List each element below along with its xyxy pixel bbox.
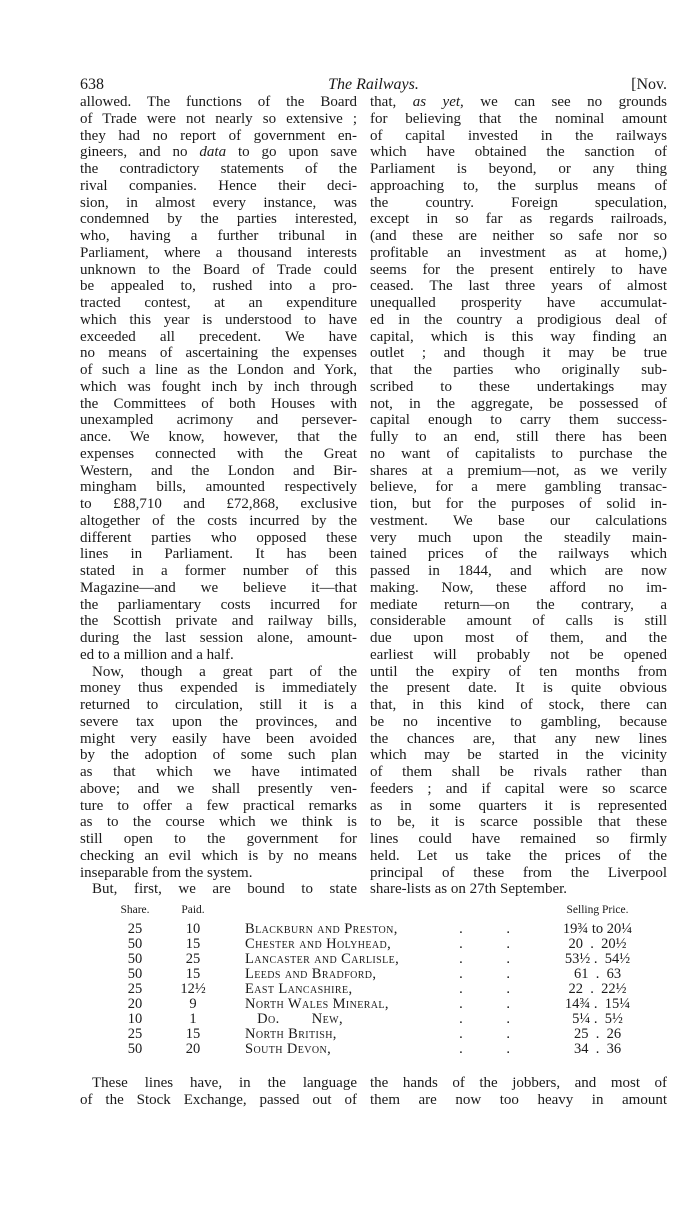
text-line: mediate return—on the contrary, a — [370, 596, 667, 613]
railway-name-cell: East Lancashire, — [245, 981, 353, 997]
text-line: until the expiry of ten months from — [370, 663, 667, 680]
text-line — [80, 144, 357, 161]
text-line: which this year is understood to have — [80, 311, 357, 328]
text-line: exceeded all precedent. We have — [80, 328, 357, 345]
text-line: Western, and the London and Bir- — [80, 462, 357, 479]
text-line: to be, it is scarce possible that these — [370, 814, 667, 831]
text-line: be no incentive to gambling, because — [370, 713, 667, 730]
text-line: for believing that the nominal amount — [370, 110, 667, 127]
railway-name-cell: North British, — [245, 1026, 337, 1042]
dot-leader: . . — [459, 1026, 530, 1042]
text-line: that the parties who originally sub- — [370, 362, 667, 378]
text-line: shares at a premium—not, as we verily — [370, 462, 667, 479]
text-line: unknown to the Board of Trade could — [80, 261, 357, 278]
text-line: feeders ; and if capital were so scarce — [370, 780, 667, 797]
header-selling-price: Selling Price. — [566, 904, 629, 916]
text-line: unexampled acrimony and persever- — [80, 412, 357, 429]
paid-cell: 10 — [185, 921, 201, 937]
text-line: tained prices of the railways which — [370, 546, 667, 563]
selling-price-cell: 53½ . 54½ — [564, 951, 631, 967]
text-line: of capital invested in the railways — [370, 127, 667, 144]
text-line: Magazine—and we believe it—that — [80, 579, 357, 596]
paid-cell: 12½ — [180, 981, 206, 997]
text-line: very much upon the steadily main- — [370, 529, 667, 546]
text-line: except in so far as regards railroads, — [370, 211, 667, 228]
text-line: still open to the government for — [80, 831, 357, 847]
paid-cell: 20 — [185, 1041, 201, 1057]
text-line: profitable an investment as at home,) — [370, 244, 667, 261]
italic-text: as yet — [412, 94, 461, 110]
selling-price-cell: 22 . 22½ — [568, 981, 627, 997]
selling-price-cell: 25 . 26 — [573, 1026, 622, 1042]
railway-name-cell: Leeds and Bradford, — [245, 966, 377, 982]
text-line — [370, 94, 667, 111]
railway-name-cell: Lancaster and Carlisle, — [245, 951, 400, 967]
share-cell: 25 — [127, 921, 143, 937]
text-line: returned to circulation, still it is a — [80, 697, 357, 713]
running-header — [80, 76, 667, 96]
text-line: capital, which is this way finding an — [370, 328, 667, 345]
text-line: tracted contest, at an expenditure — [80, 295, 357, 311]
text-line: ture to offer a few practical remarks — [80, 797, 357, 814]
text-line: earliest will probably not be opened — [370, 646, 667, 663]
text-line: altogether of the costs incurred by the — [80, 512, 357, 529]
text-line: sion, in almost every instance, was — [80, 194, 357, 211]
text-line: be appealed to, rushed into a pro- — [80, 278, 357, 295]
dot-leader: . . — [459, 936, 530, 952]
table-row — [80, 1042, 670, 1057]
text-line: as in some quarters it is represented — [370, 797, 667, 814]
text-line: principal of these from the Liverpool — [370, 864, 667, 881]
text-line: unequalled prosperity have accumulat- — [370, 295, 667, 311]
text-line: capital enough to carry them success- — [370, 412, 667, 429]
text-line: to £88,710 and £72,868, exclusive — [80, 496, 357, 512]
text-line: the chances are, that any new lines — [370, 730, 667, 747]
text-segment: that, — [370, 94, 413, 110]
text-segment: , we can see no grounds — [460, 94, 667, 110]
text-line: might very easily have been avoided — [80, 730, 357, 747]
text-line: of them shall be rivals rather than — [370, 764, 667, 780]
share-cell: 50 — [127, 951, 143, 967]
dot-leader: . . — [459, 1041, 530, 1057]
text-line: allowed. The functions of the Board — [80, 94, 357, 110]
table-row — [80, 922, 670, 937]
share-price-table — [80, 904, 670, 1057]
text-line: Parliament, where a thousand interests — [80, 244, 357, 261]
text-line: of the Stock Exchange, passed out of — [80, 1091, 357, 1108]
text-line: (and these are neither so safe nor so — [370, 228, 667, 244]
issue-month: [Nov. — [631, 76, 667, 93]
dot-leader: . . — [459, 1011, 530, 1027]
text-line: the contradictory statements of the — [80, 161, 357, 177]
text-line: inseparable from the system. — [80, 864, 253, 881]
dot-leader: . . — [459, 966, 530, 982]
text-line: mingham bills, amounted respectively — [80, 479, 357, 496]
text-line: which may be started in the vicinity — [370, 747, 667, 764]
text-line: Parliament is beyond, or any thing — [370, 161, 667, 177]
share-cell: 50 — [127, 1041, 143, 1057]
text-line: who, having a further tribunal in — [80, 228, 357, 244]
dot-leader: . . — [459, 951, 530, 967]
paid-cell: 15 — [185, 1026, 201, 1042]
text-line: the hands of the jobbers, and most of — [370, 1075, 667, 1091]
header-paid: Paid. — [181, 904, 205, 916]
text-line: considerable amount of calls is still — [370, 613, 667, 630]
text-line: passed in 1844, and which are now — [370, 563, 667, 579]
text-line: fully to an end, still there has been — [370, 429, 667, 445]
railway-name-cell: South Devon, — [245, 1041, 332, 1057]
text-line: lines in Parliament. It has been — [80, 546, 357, 563]
text-line: These lines have, in the language — [92, 1075, 357, 1091]
selling-price-cell: 14¾ . 15¼ — [564, 996, 631, 1012]
text-line: vestment. We base our calculations — [370, 512, 667, 529]
text-line: ed to a million and a half. — [80, 646, 234, 663]
text-line: no want of capitalists to purchase the — [370, 445, 667, 462]
selling-price-cell: 5¼ . 5½ — [572, 1011, 623, 1027]
table-row — [80, 997, 670, 1012]
text-line: the Committees of both Houses with — [80, 395, 357, 412]
text-line: above; and we shall presently ven- — [80, 780, 357, 797]
text-line: not, in the aggregate, be possessed of — [370, 395, 667, 412]
table-row — [80, 1027, 670, 1042]
paid-cell: 1 — [189, 1011, 197, 1027]
text-line: by the adoption of some such plan — [80, 747, 357, 764]
share-cell: 20 — [127, 996, 143, 1012]
railway-name-cell: Do. New, — [245, 1011, 344, 1027]
text-line: due upon most of them, and the — [370, 630, 667, 646]
text-line: But, first, we are bound to state — [92, 881, 357, 898]
railway-name-cell: Chester and Holyhead, — [245, 936, 392, 952]
text-line: stated in a former number of this — [80, 563, 357, 579]
dot-leader: . . — [459, 996, 530, 1012]
text-line: scribed to these undertakings may — [370, 378, 667, 395]
table-row — [80, 967, 670, 982]
dot-leader: . . — [459, 921, 530, 937]
table-row — [80, 937, 670, 952]
text-segment: to go upon save — [226, 144, 357, 161]
text-segment: gineers, and no — [80, 144, 200, 161]
text-line: the parliamentary costs incurred for — [80, 596, 357, 613]
paid-cell: 25 — [185, 951, 201, 967]
table-header — [80, 904, 670, 922]
header-share: Share. — [120, 904, 150, 916]
share-cell: 50 — [127, 936, 143, 952]
text-line: tion, but for the purposes of solid in- — [370, 496, 667, 512]
text-line: approaching to, the surplus means of — [370, 177, 667, 194]
text-line: they had no report of government en- — [80, 127, 357, 144]
paid-cell: 15 — [185, 936, 201, 952]
text-line: seems for the present entirely to have — [370, 261, 667, 278]
text-line: checking an evil which is by no means — [80, 847, 357, 864]
share-cell: 25 — [127, 1026, 143, 1042]
text-line: ed in the country a prodigious deal of — [370, 311, 667, 328]
text-line: share-lists as on 27th September. — [370, 881, 568, 898]
text-line: lines could have remained so firmly — [370, 831, 667, 847]
paid-cell: 9 — [189, 996, 197, 1012]
text-line: them are now too heavy in amount — [370, 1091, 667, 1108]
left-text-column — [80, 94, 357, 898]
page-number: 638 — [80, 76, 104, 93]
text-line: during the last session alone, amount- — [80, 630, 357, 646]
selling-price-cell: 19¾ to 20¼ — [562, 921, 633, 937]
text-line: money thus expended is immediately — [80, 680, 357, 697]
text-line: of such a line as the London and York, — [80, 362, 357, 378]
text-line: the Scottish private and railway bills, — [80, 613, 357, 630]
text-line: ceased. The last three years of almost — [370, 278, 667, 295]
table-row — [80, 982, 670, 997]
text-line: as that which we have intimated — [80, 764, 357, 780]
running-title: The Railways. — [328, 76, 419, 93]
text-line: which have obtained the sanction of — [370, 144, 667, 161]
share-cell: 50 — [127, 966, 143, 982]
text-line: Now, though a great part of the — [92, 663, 357, 680]
selling-price-cell: 61 . 63 — [573, 966, 622, 982]
text-line: which was fought inch by inch through — [80, 378, 357, 395]
dot-leader: . . — [459, 981, 530, 997]
text-line: the country. Foreign speculation, — [370, 194, 667, 211]
text-line: that, in this kind of stock, there can — [370, 697, 667, 713]
italic-text: data — [199, 144, 227, 161]
text-line: of Trade were not nearly so extensive ; — [80, 110, 357, 127]
text-line: making. Now, these afford no im- — [370, 579, 667, 596]
railway-name-cell: Blackburn and Preston, — [245, 921, 398, 937]
text-line: rival companies. Hence their deci- — [80, 177, 357, 194]
text-line: severe tax upon the provinces, and — [80, 713, 357, 730]
text-line: expenses connected with the Great — [80, 445, 357, 462]
table-row — [80, 952, 670, 967]
text-line: the present date. It is quite obvious — [370, 680, 667, 697]
railway-name-cell: North Wales Mineral, — [245, 996, 389, 1012]
text-line: ance. We know, however, that the — [80, 429, 357, 445]
text-line: as to the course which we think is — [80, 814, 357, 831]
text-line: held. Let us take the prices of the — [370, 847, 667, 864]
text-line: condemned by the parties interested, — [80, 211, 357, 228]
table-row — [80, 1012, 670, 1027]
bottom-left-text — [80, 1074, 357, 1108]
text-line: different parties who opposed these — [80, 529, 357, 546]
bottom-right-text — [370, 1074, 667, 1108]
selling-price-cell: 20 . 20½ — [568, 936, 627, 952]
paid-cell: 15 — [185, 966, 201, 982]
text-line: believe, for a mere gambling transac- — [370, 479, 667, 496]
selling-price-cell: 34 . 36 — [573, 1041, 622, 1057]
share-cell: 25 — [127, 981, 143, 997]
share-cell: 10 — [127, 1011, 143, 1027]
text-line: no means of ascertaining the expenses — [80, 345, 357, 362]
right-text-column — [370, 94, 667, 898]
text-line: outlet ; and though it may be true — [370, 345, 667, 362]
